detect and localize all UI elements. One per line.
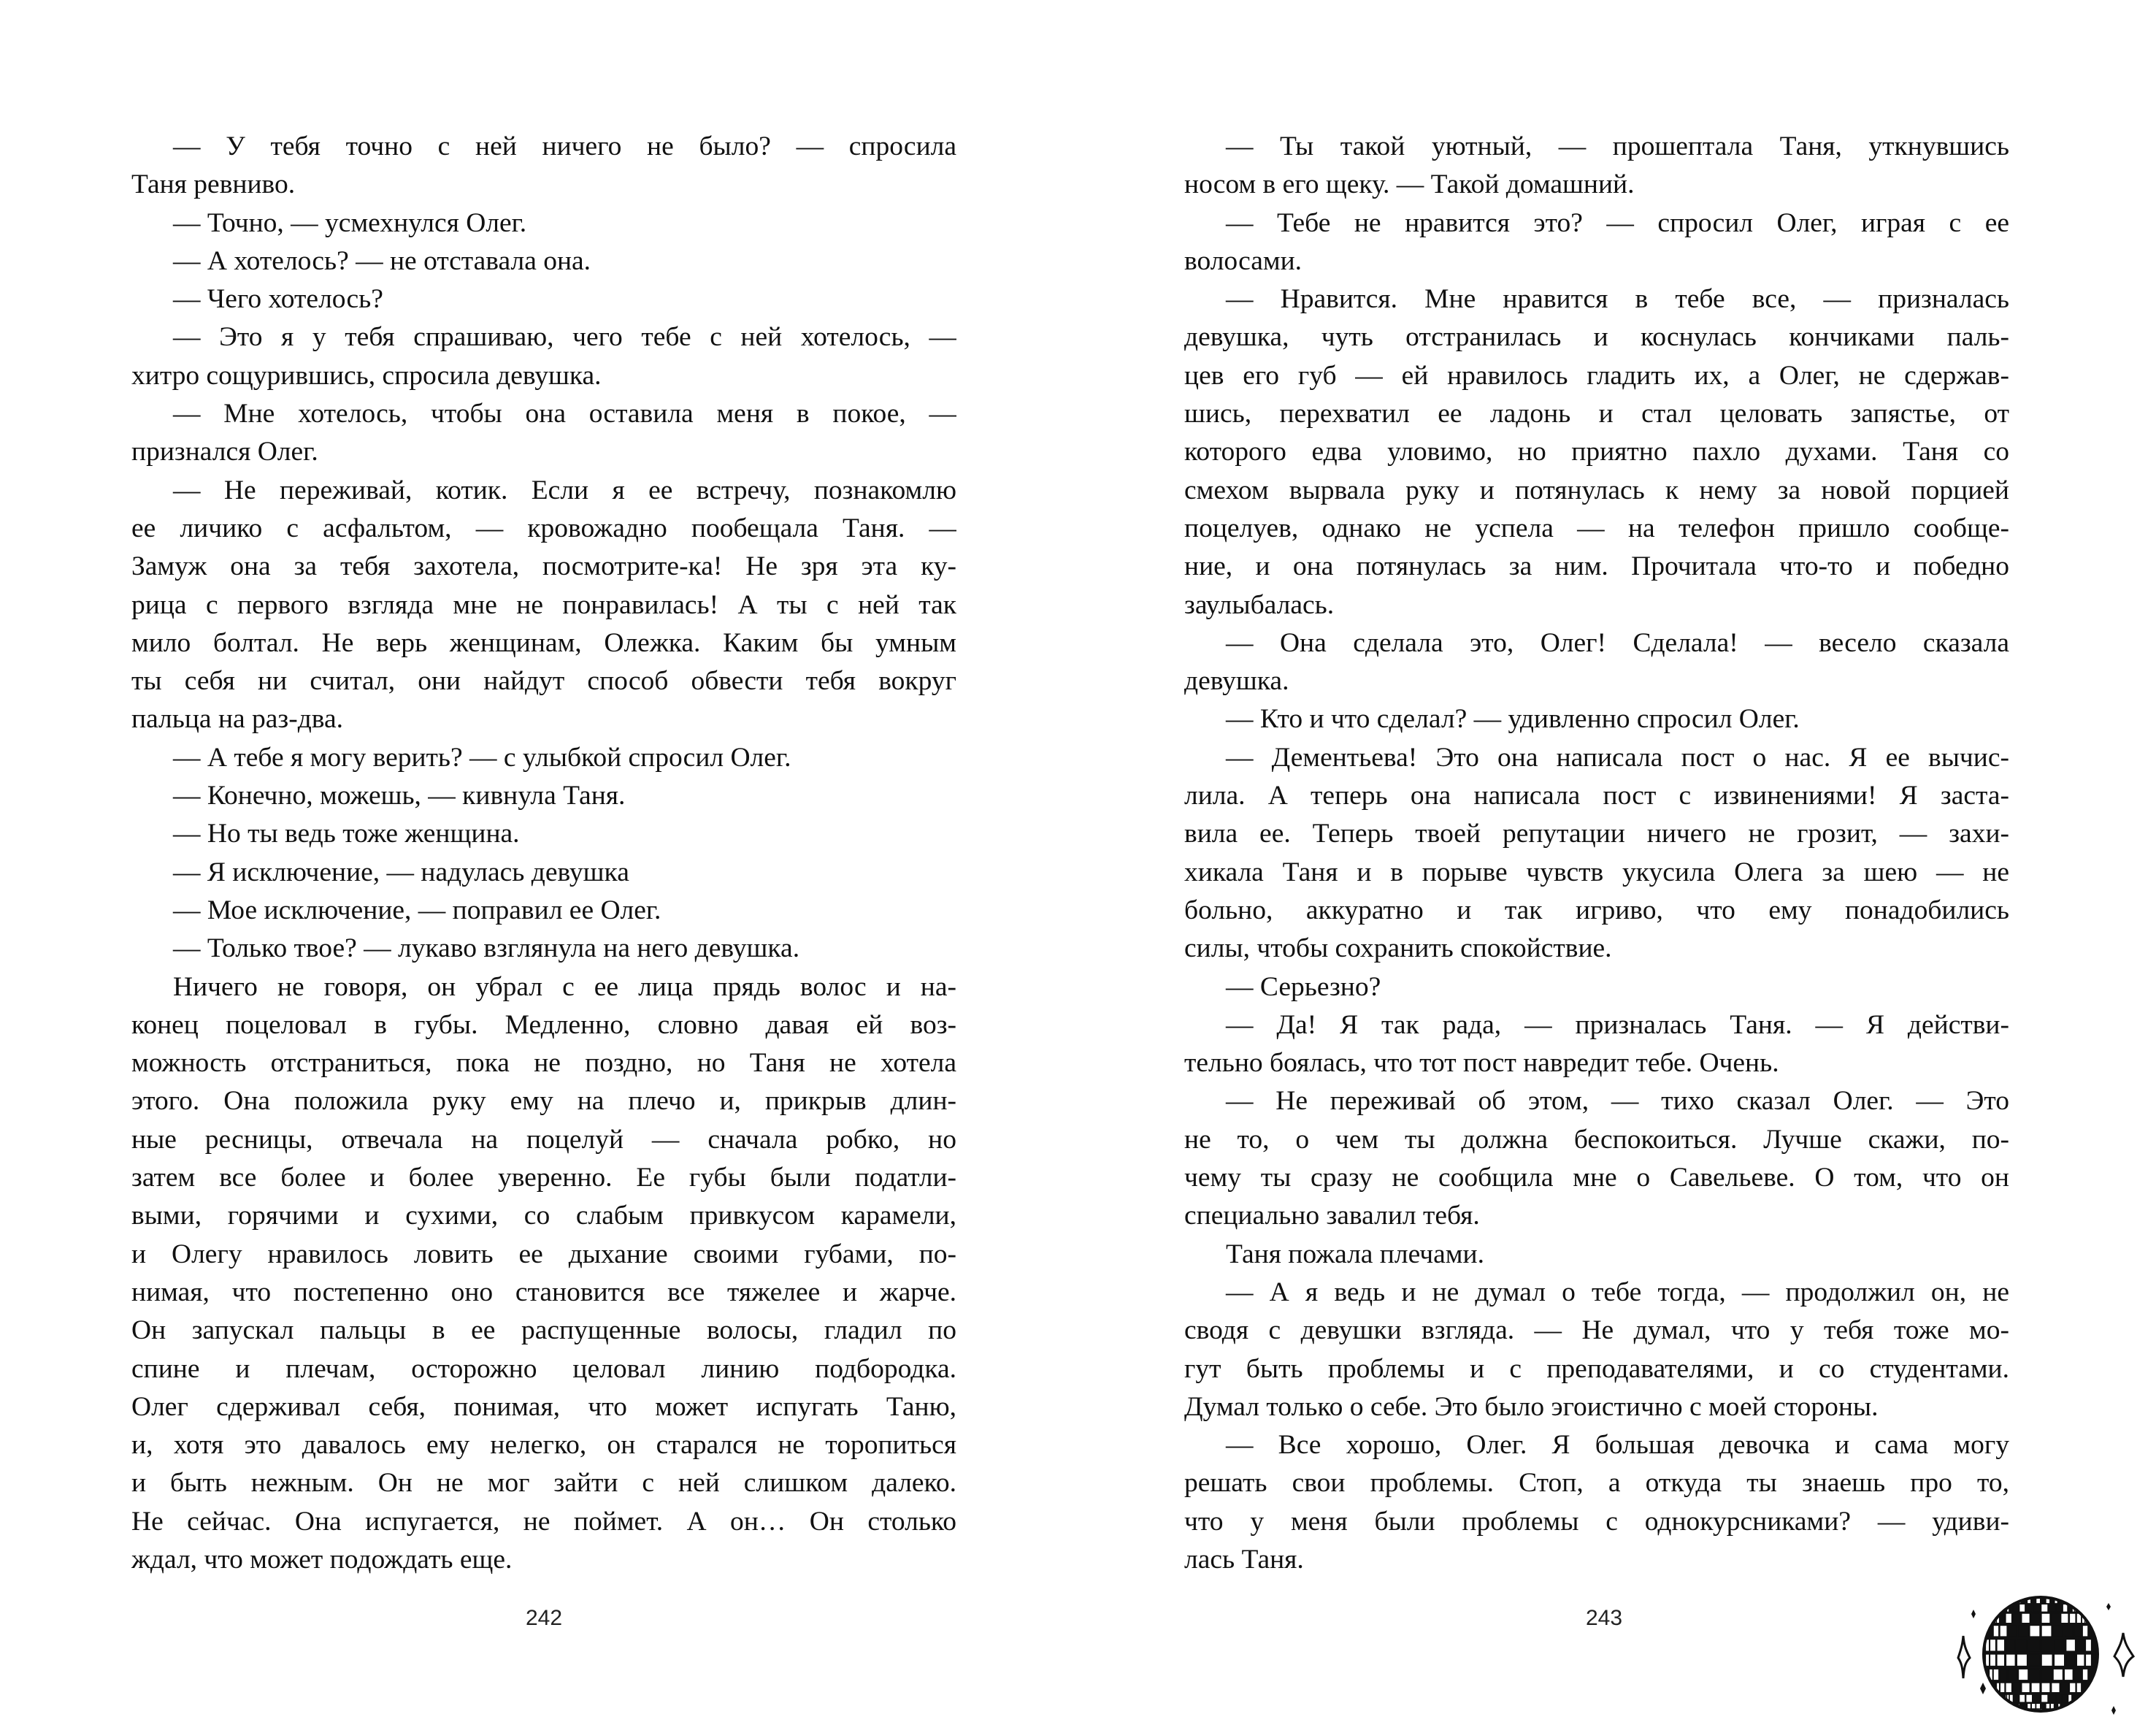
text-line: и Олегу нравилось ловить ее дыхание своими губами, по- <box>131 1239 956 1269</box>
text-line: смехом вырвала руку и потянулась к нему за новой порцией <box>1184 475 2009 505</box>
text-line: лась Таня. <box>1184 1544 1304 1575</box>
disco-ball-facet <box>2052 1683 2060 1692</box>
text-line: тельно боялась, что тот пост навредит тебе. Очень. <box>1184 1048 1779 1079</box>
text-line: чему ты сразу не сообщила мне о Савельеве. О том, что он <box>1184 1163 2009 1193</box>
text-line: не то, о чем ты должна беспокоиться. Лучше скажи, по- <box>1184 1124 2009 1155</box>
text-line: цев его губ — ей нравилось гладить их, а Олег, не сдержав- <box>1184 360 2009 391</box>
text-line: — Тебе не нравится это? — спросил Олег, играя с ее <box>1226 207 2009 238</box>
text-line: — Нравится. Мне нравится в тебе все, — призналась <box>1226 284 2009 315</box>
disco-ball-facet <box>1993 1669 1998 1680</box>
disco-ball-facet <box>2000 1683 2005 1692</box>
text-line: нимая, что постепенно оно становится все тяжелее и жарче. <box>131 1277 956 1307</box>
text-line: девушка, чуть отстранилась и коснулась кончиками паль- <box>1184 322 2009 353</box>
disco-ball-facet <box>2017 1640 2028 1651</box>
disco-ball-facet <box>2063 1604 2067 1613</box>
text-line: ты себя ни считал, они найдут способ обвести тебя вокруг <box>131 666 956 697</box>
disco-ball-facet <box>2041 1613 2050 1623</box>
left-page-text <box>131 128 956 1579</box>
disco-ball-facet <box>2061 1613 2068 1623</box>
disco-ball-facet <box>2031 1613 2040 1623</box>
text-line: Таня ревниво. <box>131 169 296 200</box>
disco-ball-facet <box>2026 1604 2033 1613</box>
text-line: Таня пожала плечами. <box>1226 1239 1484 1269</box>
text-line: спине и плечам, осторожно целовал линию подбородка. <box>131 1353 956 1384</box>
text-line: затем все более и более уверенно. Ее губы были податли- <box>131 1163 956 1193</box>
disco-ball-facet <box>2006 1613 2011 1623</box>
text-line: — Мое исключение, — поправил ее Олег. <box>173 895 661 925</box>
disco-ball-facet <box>2049 1694 2055 1702</box>
disco-ball-facet <box>2041 1640 2052 1651</box>
text-line: можность отстраниться, пока не поздно, но Таня не хотела <box>131 1048 956 1079</box>
text-line: этого. Она положила руку ему на плечо и, прикрыв длин- <box>131 1086 956 1117</box>
disco-ball-facet <box>2036 1598 2041 1603</box>
disco-ball-facet <box>2022 1683 2030 1692</box>
disco-ball-facet <box>2074 1626 2082 1637</box>
text-line: гут быть проблемы и с преподавателями, и со студентами. <box>1184 1353 2009 1384</box>
right-page-number: 243 <box>1585 1606 1623 1630</box>
disco-ball-facet <box>2056 1694 2062 1702</box>
text-line: — А тебе я могу верить? — с улыбкой спросил Олег. <box>173 742 791 773</box>
disco-ball-facet <box>1986 1654 1990 1666</box>
text-line: — Я исключение, — надулась девушка <box>173 857 629 887</box>
disco-ball-facet <box>1990 1654 1996 1666</box>
text-line: конец поцеловал в губы. Медленно, словно давая ей воз- <box>131 1009 956 1040</box>
sparkle-icon <box>1958 1636 1970 1678</box>
disco-ball-facet <box>2017 1654 2028 1666</box>
text-line: — Серьезно? <box>1226 971 1381 1002</box>
text-line: Олег сдерживал себя, понимая, что может испугать Таню, <box>131 1391 956 1422</box>
disco-ball-facet <box>2049 1604 2055 1613</box>
disco-ball-facet <box>2006 1683 2011 1692</box>
text-line: силы, чтобы сохранить спокойствие. <box>1184 933 1612 964</box>
text-line: ее личико с асфальтом, — кровожадно пообещала Таня. — <box>131 513 956 543</box>
text-line: пальца на раз-два. <box>131 704 344 735</box>
text-line: решать свои проблемы. Стоп, а откуда ты знаешь про то, <box>1184 1468 2009 1499</box>
text-line: Он запускал пальцы в ее распущенные волосы, гладил по <box>131 1315 956 1346</box>
disco-ball-facet <box>2086 1654 2092 1666</box>
disco-ball-facet <box>2041 1694 2048 1702</box>
text-line: — Чего хотелось? <box>173 284 383 315</box>
disco-ball-facet <box>2006 1640 2016 1651</box>
disco-ball-facet <box>1997 1654 2004 1666</box>
text-line: что у меня были проблемы с однокурсниками? — удиви- <box>1184 1506 2009 1537</box>
right-page-text <box>1184 128 2009 1579</box>
disco-ball-facet <box>2030 1626 2040 1637</box>
disco-ball-facet <box>2029 1640 2040 1651</box>
text-line: — Да! Я так рада, — призналась Таня. — Я действи- <box>1226 1009 2009 1040</box>
disco-ball-facet <box>2014 1604 2018 1613</box>
disco-ball-facet <box>2055 1640 2065 1651</box>
disco-ball-facet <box>2041 1598 2046 1603</box>
disco-ball-facet <box>2019 1626 2028 1637</box>
disco-ball-facet <box>2022 1613 2030 1623</box>
text-line: заулыбалась. <box>1184 589 1335 620</box>
disco-ball-facet <box>2031 1683 2040 1692</box>
disco-ball-facet <box>2000 1669 2007 1680</box>
disco-ball-facet <box>2028 1704 2031 1709</box>
disco-ball-facet <box>2041 1654 2052 1666</box>
disco-ball-facet <box>2000 1626 2007 1637</box>
text-line: — Но ты ведь тоже женщина. <box>173 819 520 849</box>
disco-ball-facet <box>2070 1613 2076 1623</box>
disco-ball-facet <box>2006 1654 2016 1666</box>
text-line: признался Олег. <box>131 437 318 467</box>
text-line: — Все хорошо, Олег. Я большая девочка и сама могу <box>1226 1430 2009 1461</box>
disco-ball-facet <box>2051 1704 2055 1709</box>
text-line: ные ресницы, отвечала на поцелуй — сначала робко, но <box>131 1124 956 1155</box>
text-line: — А я ведь и не думал о тебе тогда, — продолжил он, не <box>1226 1277 2009 1307</box>
text-line: шись, перехватил ее ладонь и стал целовать запястье, от <box>1184 399 2009 429</box>
text-line: — У тебя точно с ней ничего не было? — спросила <box>173 131 956 161</box>
text-line: волосами. <box>1184 245 1303 276</box>
text-line: рица с первого взгляда мне не понравилась! А ты с ней так <box>131 589 956 620</box>
disco-ball-facet <box>2077 1654 2084 1666</box>
text-line: Не сейчас. Она испугается, не поймет. А он… Он столько <box>131 1506 956 1537</box>
text-line: носом в его щеку. — Такой домашний. <box>1184 169 1635 200</box>
disco-ball-facet <box>2055 1654 2065 1666</box>
disco-ball-facet <box>2033 1694 2040 1702</box>
text-line: ние, и она потянулась за ним. Прочитала что-то и победно <box>1184 551 2009 582</box>
disco-ball-facet <box>2056 1604 2062 1613</box>
disco-ball-facet <box>2009 1626 2017 1637</box>
disco-ball-facet <box>2009 1669 2017 1680</box>
text-line: — А хотелось? — не отставала она. <box>173 245 591 276</box>
sparkle-icon <box>2114 1633 2133 1677</box>
disco-ball-facet <box>2074 1669 2082 1680</box>
disco-ball-facet <box>2036 1704 2041 1709</box>
disco-ball-facet <box>1990 1640 1996 1651</box>
disco-ball-facet <box>2065 1669 2073 1680</box>
text-line: — Она сделала это, Олег! Сделала! — весело сказала <box>1226 627 2009 658</box>
disco-ball-facet <box>2086 1640 2092 1651</box>
disco-ball-facet <box>2041 1604 2048 1613</box>
left-page-number: 242 <box>525 1606 563 1630</box>
disco-ball-facet <box>2013 1613 2020 1623</box>
text-line: девушка. <box>1184 666 1289 697</box>
text-line: и быть нежным. Он не мог зайти с ней слишком далеко. <box>131 1468 956 1499</box>
disco-ball-facet <box>2066 1654 2076 1666</box>
text-line: — Точно, — усмехнулся Олег. <box>173 207 527 238</box>
text-line: ждал, что может подождать еще. <box>131 1544 513 1575</box>
text-line: Замуж она за тебя захотела, посмотрите-ка! Не зря эта ку- <box>131 551 956 582</box>
disco-ball-facet <box>2053 1669 2063 1680</box>
disco-ball-facet <box>2033 1604 2040 1613</box>
disco-ball-facet <box>2029 1654 2040 1666</box>
disco-ball-facet <box>1997 1640 2004 1651</box>
disco-ball-facet <box>2066 1640 2076 1651</box>
text-line: Думал только о себе. Это было эгоистично с моей стороны. <box>1184 1391 1879 1422</box>
disco-ball-facet <box>2041 1626 2052 1637</box>
text-line: — Кто и что сделал? — удивленно спросил Олег. <box>1226 704 1800 735</box>
disco-ball-facet <box>2014 1694 2018 1702</box>
text-line: — Не переживай, котик. Если я ее встречу, познакомлю <box>173 475 956 505</box>
disco-ball-facet <box>1993 1626 1998 1637</box>
disco-ball-facet <box>2061 1683 2068 1692</box>
text-line: — Не переживай об этом, — тихо сказал Олег. — Это <box>1226 1086 2009 1117</box>
disco-ball-facet <box>2041 1669 2052 1680</box>
disco-ball-facet <box>2019 1669 2028 1680</box>
disco-ball-facet <box>2032 1704 2036 1709</box>
disco-ball-facet <box>2019 1694 2025 1702</box>
text-line: хикала Таня и в порыве чувств укусила Олега за шею — не <box>1184 857 2009 887</box>
disco-ball-facet <box>2030 1669 2040 1680</box>
text-line: — Дементьева! Это она написала пост о нас. Я ее вычис- <box>1226 742 2009 773</box>
disco-ball-facet <box>2019 1604 2025 1613</box>
right-page <box>1078 0 2156 1725</box>
disco-ball-facet <box>2041 1704 2046 1709</box>
text-line: больно, аккуратно и так игриво, что ему понадобились <box>1184 895 2009 925</box>
text-line: — Это я у тебя спрашиваю, чего тебе с ней хотелось, — <box>173 322 956 353</box>
text-line: поцелуев, однако не успела — на телефон пришло сообще- <box>1184 513 2009 543</box>
text-line: сводя с девушки взгляда. — Не думал, что у тебя тоже мо- <box>1184 1315 2009 1346</box>
disco-ball-facet <box>2082 1626 2087 1637</box>
disco-ball-facet <box>2026 1694 2033 1702</box>
disco-ball-facet <box>2077 1640 2084 1651</box>
text-line: Ничего не говоря, он убрал с ее лица прядь волос и на- <box>173 971 956 1002</box>
text-line: вила ее. Теперь твоей репутации ничего не грозит, — захи- <box>1184 819 2009 849</box>
disco-ball-facet <box>2065 1626 2073 1637</box>
text-line: — Мне хотелось, чтобы она оставила меня в покое, — <box>173 399 956 429</box>
disco-ball-facet <box>2070 1683 2076 1692</box>
text-line: которого едва уловимо, но приятно пахло духами. Таня со <box>1184 437 2009 467</box>
disco-ball-facet <box>2082 1669 2087 1680</box>
disco-ball-facet <box>2046 1704 2049 1709</box>
text-line: выми, горячими и сухими, со слабым привкусом карамели, <box>131 1201 956 1231</box>
disco-ball-facet <box>2076 1683 2081 1692</box>
disco-ball-facet <box>2013 1683 2020 1692</box>
text-line: — Конечно, можешь, — кивнула Таня. <box>173 781 626 811</box>
text-line: — Ты такой уютный, — прошептала Таня, уткнувшись <box>1226 131 2009 161</box>
text-line: лила. А теперь она написала пост с извинениями! Я заста- <box>1184 781 2009 811</box>
disco-ball-facet <box>2041 1683 2050 1692</box>
text-line: хитро сощурившись, спросила девушка. <box>131 360 602 391</box>
disco-ball-icon <box>1942 1585 2139 1724</box>
text-line: и, хотя это давалось ему нелегко, он старался не торопиться <box>131 1430 956 1461</box>
disco-ball-facet <box>2063 1694 2067 1702</box>
text-line: мило болтал. Не верь женщинам, Олежка. Каким бы умным <box>131 627 956 658</box>
text-line: — Только твое? — лукаво взглянула на него девушка. <box>173 933 800 964</box>
text-line: специально завалил тебя. <box>1184 1201 1480 1231</box>
disco-ball-facet <box>2053 1626 2063 1637</box>
disco-ball-facet <box>2052 1613 2060 1623</box>
